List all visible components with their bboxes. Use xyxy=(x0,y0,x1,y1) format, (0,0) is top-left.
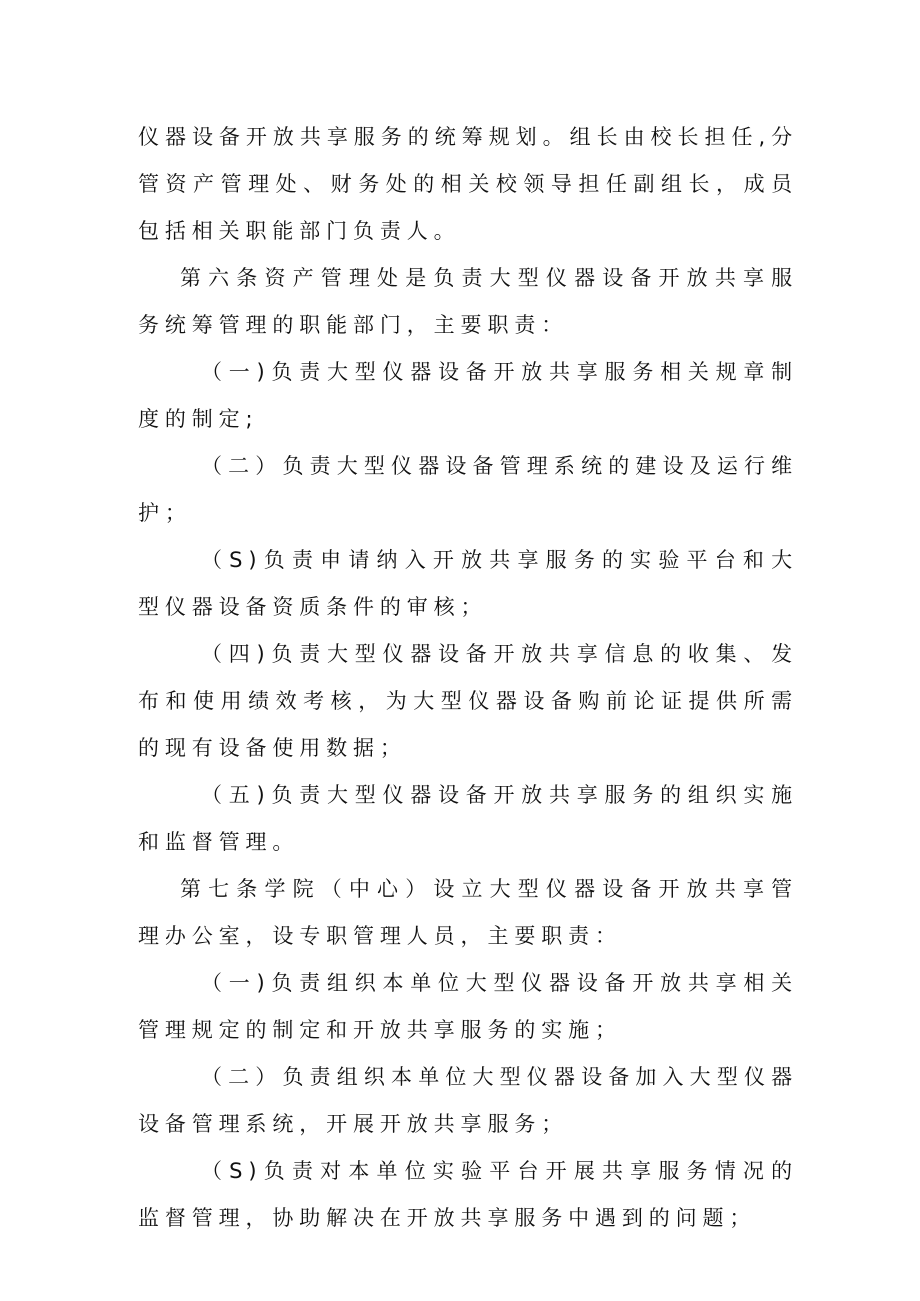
article-6-item-4: （四)负责大型仪器设备开放共享信息的收集、发布和使用绩效考核，为大型仪器设备购前论证提供所需的现有设备使用数据； xyxy=(138,642,798,760)
article-6-heading: 第六条资产管理处是负责大型仪器设备开放共享服务统筹管理的职能部门，主要职责： xyxy=(138,266,798,337)
article-6-item-2: （二）负责大型仪器设备管理系统的建设及运行维护； xyxy=(138,454,798,525)
article-7-item-2: （二）负责组织本单位大型仪器设备加入大型仪器设备管理系统，开展开放共享服务； xyxy=(138,1065,798,1136)
article-7-item-3: （S)负责对本单位实验平台开展共享服务情况的监督管理，协助解决在开放共享服务中遇到的问题； xyxy=(138,1159,798,1230)
article-6-item-5: （五)负责大型仪器设备开放共享服务的组织实施和监督管理。 xyxy=(138,783,798,854)
article-7-item-1: （一)负责组织本单位大型仪器设备开放共享相关管理规定的制定和开放共享服务的实施； xyxy=(138,971,798,1042)
paragraph-1: 仪器设备开放共享服务的统筹规划。组长由校长担任,分管资产管理处、财务处的相关校领导担任副组长，成员包括相关职能部门负责人。 xyxy=(138,125,798,243)
document-body xyxy=(138,114,798,1242)
article-7-heading: 第七条学院（中心）设立大型仪器设备开放共享管理办公室，设专职管理人员，主要职责： xyxy=(138,877,798,948)
article-6-item-3: （S)负责申请纳入开放共享服务的实验平台和大型仪器设备资质条件的审核； xyxy=(138,548,798,619)
article-6-item-1: （一)负责大型仪器设备开放共享服务相关规章制度的制定; xyxy=(138,360,798,431)
